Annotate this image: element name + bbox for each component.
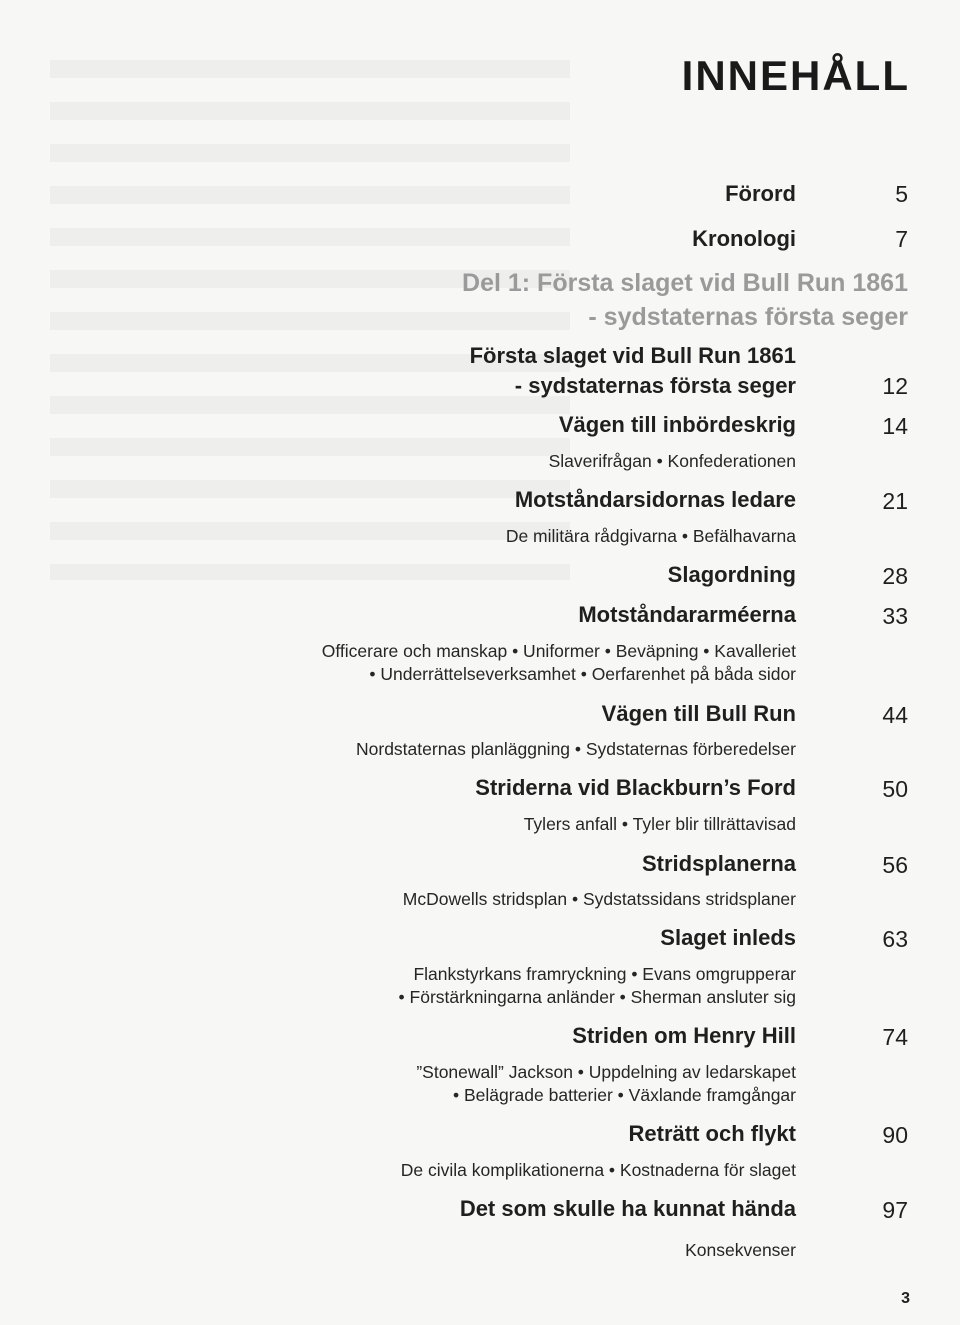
entry-subtopics: De militära rådgivarna • Befälhavarna <box>505 526 796 546</box>
entry-page: 74 <box>882 1024 908 1050</box>
entry-page: 56 <box>882 852 908 878</box>
entry-title-slagordning: Slagordning <box>667 562 796 587</box>
entry-subtopics: • Belägrade batterier • Växlande framgångar <box>452 1085 796 1105</box>
entry-subtopics: Konsekvenser <box>685 1240 796 1260</box>
entry-subtopics: Slaverifrågan • Konfederationen <box>548 451 796 471</box>
entry-subtopics: Flankstyrkans framryckning • Evans omgrupperar <box>413 964 796 984</box>
entry-subtopics: • Förstärkningarna anländer • Sherman ansluter sig <box>398 987 796 1007</box>
entry-title-motstandarsidornas-ledare: Motståndarsidornas ledare <box>514 487 796 512</box>
part-heading-line1: Del 1: Första slaget vid Bull Run 1861 <box>462 269 908 297</box>
entry-title-stridsplanerna: Stridsplanerna <box>641 851 796 876</box>
entry-page: 50 <box>882 776 908 802</box>
page-title: INNEHÅLL <box>681 52 910 99</box>
entry-page: 28 <box>882 563 908 589</box>
entry-title-slaget-inleds: Slaget inleds <box>660 925 796 950</box>
entry-page: 63 <box>882 926 908 952</box>
entry-page: 90 <box>882 1122 908 1148</box>
entry-title-line2: - sydstaternas första seger <box>514 373 796 398</box>
entry-title-vagen-till-bull-run: Vägen till Bull Run <box>601 701 796 726</box>
entry-page-kronologi: 7 <box>895 226 908 252</box>
entry-subtopics: McDowells stridsplan • Sydstatssidans stridsplaner <box>402 889 796 909</box>
entry-subtopics: Officerare och manskap • Uniformer • Beväpning • Kavalleriet <box>321 641 796 661</box>
entry-title-striden-om-henry-hill: Striden om Henry Hill <box>572 1023 796 1048</box>
entry-subtopics: De civila komplikationerna • Kostnaderna för slaget <box>400 1160 796 1180</box>
part-heading-line2: - sydstaternas första seger <box>588 303 908 331</box>
entry-subtopics: Nordstaternas planläggning • Sydstaternas förberedelser <box>356 739 796 759</box>
entry-page: 12 <box>882 373 908 399</box>
entry-title-vagen-till-inbordeskrig: Vägen till inbördeskrig <box>558 412 796 437</box>
entry-page: 97 <box>882 1197 908 1223</box>
entry-page: 21 <box>882 488 908 514</box>
entry-subtopics: Tylers anfall • Tyler blir tillrättavisad <box>523 814 796 834</box>
entry-page: 33 <box>882 603 908 629</box>
entry-title-kronologi: Kronologi <box>692 226 796 251</box>
entry-page: 14 <box>882 413 908 439</box>
entry-page: 44 <box>882 702 908 728</box>
entry-title-det-som-skulle-ha-kunnat-handa: Det som skulle ha kunnat hända <box>459 1196 796 1221</box>
entry-title-retratt-och-flykt: Reträtt och flykt <box>628 1121 796 1146</box>
page-number: 3 <box>901 1290 910 1307</box>
entry-title-striderna-vid-blackburns-ford: Striderna vid Blackburn’s Ford <box>475 775 796 800</box>
show-through-texture <box>50 60 570 580</box>
entry-title-line1: Första slaget vid Bull Run 1861 <box>469 343 796 368</box>
entry-title-forord: Förord <box>725 181 796 206</box>
entry-page-forord: 5 <box>895 181 908 207</box>
entry-subtopics: • Underrättelseverksamhet • Oerfarenhet på båda sidor <box>369 664 796 684</box>
entry-subtopics: ”Stonewall” Jackson • Uppdelning av ledarskapet <box>416 1062 796 1082</box>
entry-title-motstandararmeerna: Motståndararméerna <box>578 602 796 627</box>
